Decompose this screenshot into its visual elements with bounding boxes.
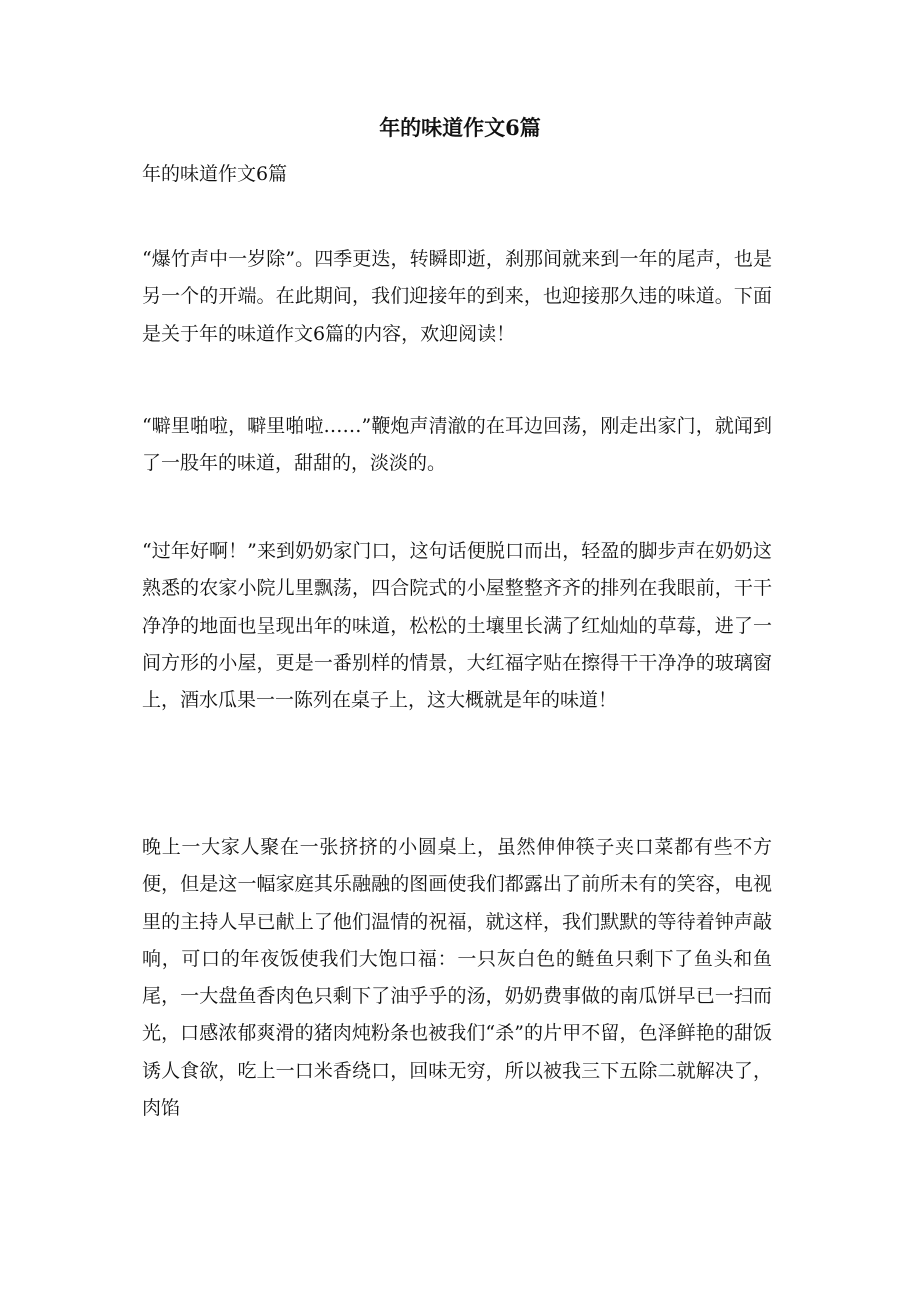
paragraph-new-year-dinner: 晚上一大家人聚在一张挤挤的小圆桌上，虽然伸伸筷子夹口菜都有些不方便，但是这一幅家庭其乐融融的图画使我们都露出了前所未有的笑容，电视里的主持人早已献上了他们温情的祝福，就这样，我们默默的等待着钟声敲响，可口的年夜饭使我们大饱口福：一只灰白色的鲢鱼只剩下了鱼头和鱼尾，一大盘鱼香肉色只剩下了油乎乎的汤，奶奶费事做的南瓜饼早已一扫而光，口感浓郁爽滑的猪肉炖粉条也被我们“杀”的片甲不留，色泽鲜艳的甜饭诱人食欲，吃上一口米香绕口，回味无穷，所以被我三下五除二就解决了，肉馅 (142, 836, 772, 1120)
paragraph-intro: “爆竹声中一岁除”。四季更迭，转瞬即逝，刹那间就来到一年的尾声，也是另一个的开端。在此期间，我们迎接年的到来，也迎接那久违的味道。下面是关于年的味道作文6篇的内容，欢迎阅读！ (142, 248, 772, 345)
document-subtitle: 年的味道作文6篇 (142, 163, 288, 185)
page-title: 年的味道作文6篇 (379, 115, 541, 140)
paragraph-firecrackers: “噼里啪啦，噼里啪啦……”鞭炮声清澈的在耳边回荡，刚走出家门，就闻到了一股年的味道，甜甜的，淡淡的。 (142, 415, 772, 475)
paragraph-grandma-house: “过年好啊！”来到奶奶家门口，这句话便脱口而出，轻盈的脚步声在奶奶这熟悉的农家小院儿里飘荡，四合院式的小屋整整齐齐的排列在我眼前，干干净净的地面也呈现出年的味道，松松的土壤里长满了红灿灿的草莓，进了一间方形的小屋，更是一番别样的情景，大红福字贴在擦得干干净净的玻璃窗上，酒水瓜果一一陈列在桌子上，这大概就是年的味道！ (142, 540, 772, 712)
